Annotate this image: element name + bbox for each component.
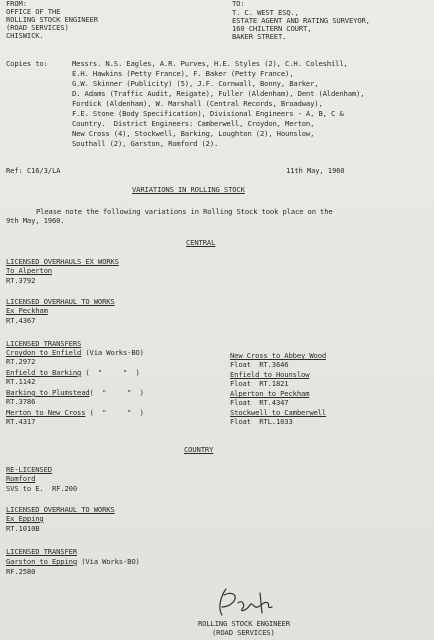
to-label: TO: [232, 0, 245, 8]
copies-line-4: D. Adams (Traffic Audit, Reigate), Fuller (Aldenham), Dent (Aldenham), [72, 89, 365, 98]
country-overhaul-heading: LICENSED OVERHAUL TO WORKS [6, 505, 115, 514]
transfer-left-3-vehicle: RT.3786 [6, 397, 36, 406]
transfer-right-2-vehicle: Float RT.1821 [230, 379, 289, 388]
country-transfer-vehicle: RF.2580 [6, 567, 36, 576]
from-line-3: (ROAD SERVICES) [6, 23, 69, 32]
country-overhaul-from: Ex Epping [6, 514, 44, 523]
transfer-left-3: Barking to Plumstead( " " ) [6, 388, 144, 397]
transfer-right-1: New Cross to Abbey Wood [230, 351, 327, 360]
relicensed-garage: Romford [6, 474, 36, 483]
from-line-1: OFFICE OF THE [6, 7, 61, 16]
transfer-right-3-vehicle: Float RT.4347 [230, 398, 289, 407]
handwritten-signature [212, 585, 282, 619]
overhaul-to-works-heading: LICENSED OVERHAUL TO WORKS [6, 297, 115, 306]
signatory-line-1: ROLLING STOCK ENGINEER [198, 619, 290, 628]
copies-line-3: G.W. Skinner (Publicity) (5), J.F. Cornwall, Bonny, Barker, [72, 79, 319, 88]
transfer-right-2: Enfield to Hounslow [230, 370, 310, 379]
transfer-right-4: Stockwell to Camberwell [230, 408, 327, 417]
country-transfer-route: Garston to Epping (Via Works-BO) [6, 557, 140, 566]
relicensed-heading: RE-LICENSED [6, 465, 52, 474]
transfer-left-4: Merton to New Cross ( " " ) [6, 408, 144, 417]
to-line-3: 160 CHILTERN COURT, [232, 24, 312, 33]
reference: Ref: C16/3/LA [6, 166, 61, 175]
from-label: FROM: [6, 0, 27, 8]
signatory-line-2: (ROAD SERVICES) [212, 628, 275, 637]
date: 11th May, 1960 [286, 166, 345, 175]
central-heading: CENTRAL [186, 238, 216, 247]
country-transfer-heading: LICENSED TRANSFER [6, 547, 78, 556]
transfer-left-2-vehicle: RT.1142 [6, 377, 36, 386]
overhauls-ex-works-heading: LICENSED OVERHAULS EX WORKS [6, 257, 119, 266]
overhaul-to-works-vehicle: RT.4367 [6, 316, 36, 325]
transfer-left-2: Enfield to Barking ( " " ) [6, 368, 140, 377]
from-line-4: CHISWICK. [6, 31, 44, 40]
overhauls-ex-works-dest: To Alperton [6, 266, 52, 275]
copies-line-8: New Cross (4), Stockwell, Barking, Loughton (2), Hounslow, [72, 129, 315, 138]
transfers-heading: LICENSED TRANSFERS [6, 339, 82, 348]
intro-line-1: Please note the following variations in Rolling Stock took place on the [36, 207, 333, 216]
overhaul-to-works-from: Ex Peckham [6, 306, 48, 315]
copies-line-2: E.H. Hawkins (Petty France), F. Baker (Petty France), [72, 69, 294, 78]
overhauls-ex-works-vehicle: RT.3792 [6, 276, 36, 285]
copies-line-6: F.E. Stone (Body Specification), Divisional Engineers - A, B, C & [72, 109, 344, 118]
country-overhaul-vehicle: RT.1010B [6, 524, 40, 533]
to-line-4: BAKER STREET. [232, 32, 287, 41]
transfer-right-4-vehicle: Float RTL.1033 [230, 417, 293, 426]
copies-line-7: Country. District Engineers: Camberwell, Croydon, Merton, [72, 119, 315, 128]
to-line-2: ESTATE AGENT AND RATING SURVEYOR, [232, 16, 370, 25]
transfer-right-1-vehicle: Float RT.3646 [230, 360, 289, 369]
to-line-1: T. C. WEST ESQ., [232, 8, 299, 17]
transfer-left-1: Croydon to Enfield (Via Works-BO) [6, 348, 144, 357]
from-line-2: ROLLING STOCK ENGINEER [6, 15, 98, 24]
relicensed-detail: SVS to E. RF.200 [6, 484, 78, 493]
intro-line-2: 9th May, 1960. [6, 216, 65, 225]
copies-line-1: Messrs. N.S. Eagles, A.R. Purves, H.E. Styles (2), C.H. Coleshill, [72, 59, 348, 68]
transfer-left-4-vehicle: RT.4317 [6, 417, 36, 426]
copies-line-5: Fordick (Aldenham), W. Marshall (Central Records, Broadway), [72, 99, 323, 108]
copies-label: Copies to: [6, 59, 48, 68]
transfer-right-3: Alperton to Peckham [230, 389, 310, 398]
copies-line-9: Southall (2), Garston, Romford (2). [72, 139, 219, 148]
transfer-left-1-vehicle: RT.2972 [6, 357, 36, 366]
country-heading: COUNTRY [184, 445, 214, 454]
document-title: VARIATIONS IN ROLLING STOCK [132, 185, 245, 194]
